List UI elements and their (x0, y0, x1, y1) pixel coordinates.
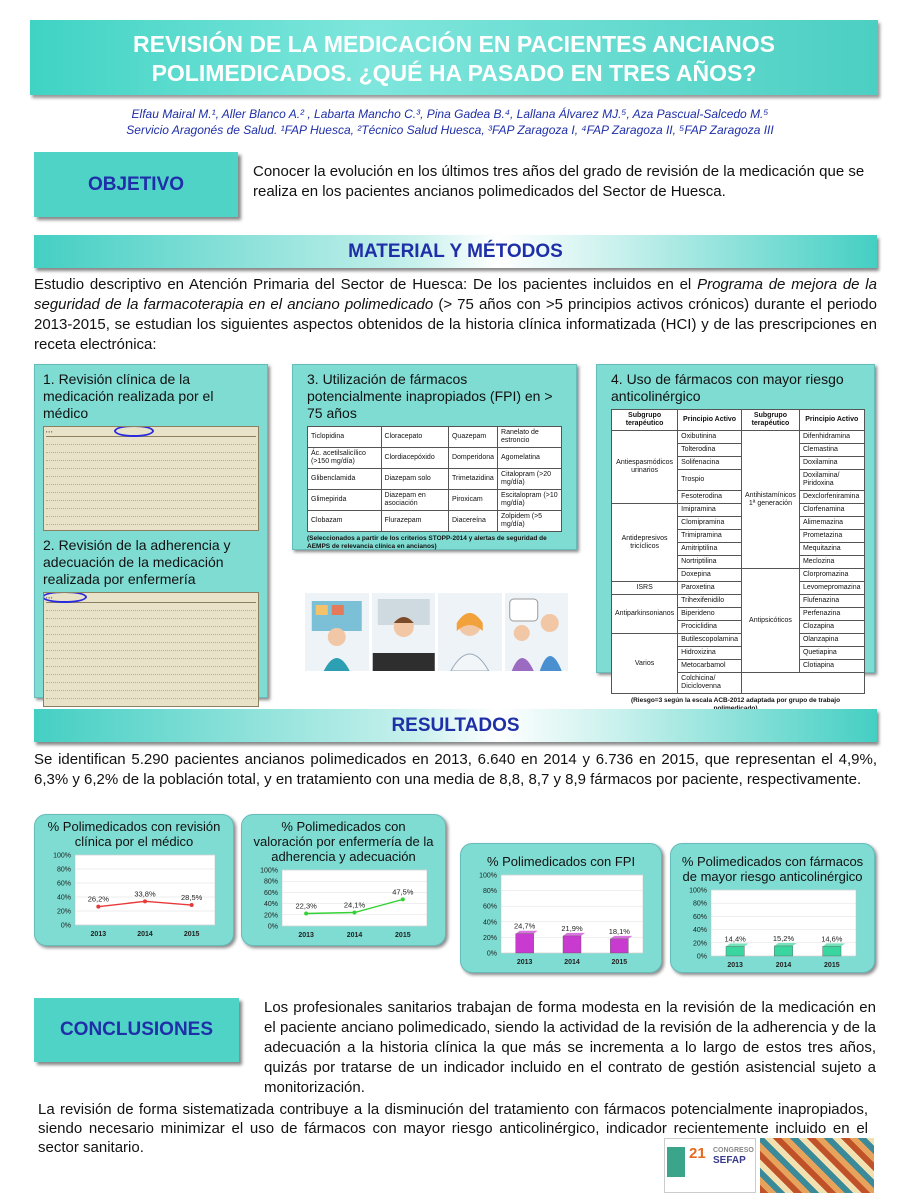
fpi-note: (Seleccionados a partir de los criterios STOPP-2014 y alertas de seguridad de AEMPS de relevancia clínica en ancianos) (307, 535, 547, 550)
acb-drug: Clozapina (799, 621, 864, 634)
fpi-row (308, 448, 562, 469)
fpi-cell: Flurazepam (381, 511, 448, 532)
data-label: 26,2% (87, 894, 109, 904)
patient-illustration (505, 593, 569, 671)
data-label: 28,5% (181, 893, 203, 903)
fpi-cell: Diazepam solo (381, 469, 448, 490)
fpi-row (308, 469, 562, 490)
acb-header: Subgrupo terapéutico (741, 410, 799, 431)
panel2-title: 2. Revisión de la adherencia y adecuación de la medicación realizada por enfermería (43, 537, 231, 587)
y-tick-label: 100% (479, 872, 497, 880)
acb-note: (Riesgo=3 según la escala ACB-2012 adaptada por grupo de trabajo (630, 697, 841, 704)
enfermeria-form-tabbar: ▪ ▪ ▪ (46, 595, 256, 603)
fpi-cell: Ticlopidina (308, 427, 382, 448)
panel1-title: 1. Revisión clínica de la medicación realizada por el médico (43, 371, 214, 421)
x-tick-label: 2014 (564, 959, 580, 966)
y-tick-label: 60% (692, 913, 707, 921)
chart-title: % Polimedicados con valoración por enfermería de la adherencia y adecuación (253, 819, 434, 864)
author-names: Elfau Mairal M.¹, Aller Blanco A.² , Labarta Mancho C.³, Pina Gadea B.⁴, Lallana Álvarez MJ.⁵, Aza Pascual-Salcedo M.⁵ (131, 107, 769, 121)
acb-group: Antiespasmódicos urinarios (612, 431, 678, 504)
fpi-table (307, 426, 562, 532)
chart-svg (461, 869, 663, 969)
fpi-row (308, 490, 562, 511)
panel-fpi (292, 364, 577, 550)
y-tick-label: 100% (260, 867, 278, 875)
data-point (190, 903, 194, 907)
metodos-text-a: Estudio descriptivo en Atención Primaria del Sector de Huesca: De los pacientes incluidos en el (34, 276, 698, 293)
panel-anticolinergico (596, 364, 875, 704)
acb-drug: Butilescopolamina (678, 634, 742, 647)
y-tick-label: 80% (263, 878, 278, 886)
healthcare-staff-illustration (305, 593, 568, 671)
x-tick-label: 2015 (611, 959, 628, 966)
resultados-text: Se identifican 5.290 pacientes ancianos polimedicados en 2013, 6.640 en 2014 y 6.736 en 2015, que representan el 4,9%, 6,3% y 6,2% de la población total, y en tratamiento con una media de 8,8, 8,7 y 8,9 fármacos por paciente, respectivamente. (34, 751, 877, 788)
chart-title: % Polimedicados con FPI (486, 854, 636, 869)
acb-drug: Levomepromazina (799, 582, 864, 595)
logo-brand: SEFAP (713, 1155, 746, 1166)
y-tick-label: 80% (692, 900, 707, 908)
acb-drug: Clorfenamina (799, 504, 864, 517)
acb-drug: Clorpromazina (799, 569, 864, 582)
chart-svg (242, 864, 447, 942)
metodos-text-b: (> 75 años con >5 principios activos crónicos) durante el periodo 2013-2015, se estudian los siguientes aspectos obtenidos de la historia clínica informatizada (HCI) y de las prescripciones en receta electrónica: (34, 296, 877, 353)
fpi-row (308, 427, 562, 448)
y-tick-label: 20% (482, 934, 497, 942)
x-tick-label: 2013 (727, 962, 743, 969)
y-tick-label: 60% (263, 889, 278, 897)
panel4-title: 4. Uso de fármacos con mayor riesgo anticolinérgico (611, 371, 844, 404)
data-point (304, 912, 308, 916)
logo-number: 21 (689, 1145, 706, 1162)
y-tick-label: 40% (56, 894, 71, 902)
y-tick-label: 60% (56, 880, 71, 888)
conclusiones-heading: CONCLUSIONES (34, 998, 239, 1062)
author-affiliation: Servicio Aragonés de Salud. ¹FAP Huesca, ²Técnico Salud Huesca, ³FAP Zaragoza I, ⁴FAP Zaragoza II, ⁵FAP Zaragoza III (126, 123, 774, 137)
acb-drug: Fesoterodina (678, 491, 742, 504)
authors-block (20, 106, 880, 138)
chart-title: % Polimedicados con revisión clínica por el médico (47, 819, 221, 849)
panel3-title: 3. Utilización de fármacos potencialmente inapropiados (FPI) en > 75 años (307, 371, 553, 421)
y-tick-label: 0% (267, 923, 278, 931)
x-tick-label: 2014 (775, 962, 792, 969)
data-point (96, 905, 100, 909)
chart-valoracion-enfermeria (241, 814, 446, 946)
metodos-text (34, 275, 877, 355)
fpi-cell: Escitalopram (>10 mg/día) (498, 490, 562, 511)
acb-drug: Imipramina (678, 504, 742, 517)
acb-drug: Oxibutinina (678, 431, 742, 444)
title-banner (30, 20, 878, 95)
acb-row (612, 504, 865, 517)
fpi-cell: Piroxicam (448, 490, 497, 511)
sefap-logo-banner (664, 1138, 874, 1193)
fpi-cell: Ác. acetilsalicílico (>150 mg/día) (308, 448, 382, 469)
acb-drug: Metocarbamol (678, 660, 742, 673)
acb-drug: Trihexifenidilo (678, 595, 742, 608)
acb-drug: Trospio (678, 470, 742, 491)
pharmacist-illustration (305, 593, 369, 671)
fpi-cell: Glibenclamida (308, 469, 382, 490)
objetivo-heading: OBJETIVO (34, 152, 238, 217)
bar (563, 936, 581, 953)
chart-title: % Polimedicados con fármacos de mayor riesgo anticolinérgico (681, 854, 864, 884)
logo-mark-icon (667, 1147, 685, 1177)
conclusiones-text-2: La revisión de forma sistematizada contribuye a la disminución del tratamiento con fármacos potencialmente inapropiados, siendo necesario minimizar el uso de fármacos con mayor riesgo anticolinérgico, indicador recientemente incluido en el sector sanitario. (38, 1101, 868, 1156)
medico-form-tabbar: ▪ ▪ ▪ (46, 429, 256, 437)
acb-row (612, 595, 865, 608)
acb-header: Subgrupo terapéutico (612, 410, 678, 431)
chart-anticolinergico (670, 843, 875, 973)
data-point (143, 899, 147, 903)
data-point (401, 897, 405, 901)
data-label: 21,9% (561, 923, 583, 933)
x-tick-label: 2013 (516, 959, 533, 966)
acb-row (612, 634, 865, 647)
acb-group: Antipsicóticos (741, 569, 799, 673)
data-point (353, 911, 357, 915)
data-label: 24,1% (343, 900, 366, 910)
data-label: 22,3% (295, 901, 317, 911)
acb-drug: Nortriptilina (678, 556, 742, 569)
nurse-illustration (438, 593, 502, 671)
acb-drug: Doxilamina (799, 457, 864, 470)
y-tick-label: 60% (482, 903, 497, 911)
doctor-illustration (372, 593, 436, 671)
fpi-cell: Clordiacepóxido (381, 448, 448, 469)
bar (726, 946, 744, 956)
chart-svg (671, 884, 876, 972)
acb-header: Principio Activo (799, 410, 864, 431)
acb-drug: Doxepina (678, 569, 742, 582)
fpi-cell: Domperidona (448, 448, 497, 469)
bar (610, 939, 628, 953)
bar (823, 946, 841, 956)
data-label: 18,1% (608, 926, 630, 936)
y-tick-label: 0% (60, 922, 71, 930)
acb-drug: Colchicina/ Diciclovenna (678, 673, 742, 694)
resultados-heading: RESULTADOS (34, 709, 877, 742)
fpi-cell: Clobazam (308, 511, 382, 532)
data-label: 24,7% (514, 921, 536, 931)
fpi-cell: Quazepam (448, 427, 497, 448)
fpi-cell: Glimepirida (308, 490, 382, 511)
acb-drug: Doxilamina/ Piridoxina (799, 470, 864, 491)
fpi-cell: Diacereína (448, 511, 497, 532)
data-label: 14,4% (724, 934, 746, 944)
acb-group: Antidepresivos tricíclicos (612, 504, 678, 582)
y-tick-label: 0% (486, 950, 497, 958)
acb-drug: Trimipramina (678, 530, 742, 543)
acb-drug: Alimemazina (799, 517, 864, 530)
acb-drug: Mequitazina (799, 543, 864, 556)
bar (774, 946, 792, 956)
y-tick-label: 80% (56, 866, 71, 874)
acb-drug: Clomipramina (678, 517, 742, 530)
y-tick-label: 100% (689, 887, 707, 895)
fpi-cell: Diazepam en asociación (381, 490, 448, 511)
acb-drug: Dexclorfeniramina (799, 491, 864, 504)
fpi-cell: Trimetazidina (448, 469, 497, 490)
acb-header: Principio Activo (678, 410, 742, 431)
chart-revision-medico (34, 814, 234, 946)
acb-drug: Hidroxizina (678, 647, 742, 660)
title-line-1: REVISIÓN DE LA MEDICACIÓN EN PACIENTES ANCIANOS (133, 31, 775, 57)
metodos-text-italic: Programa de mejora de la seguridad de la farmacoterapia en el anciano polimedicado (34, 276, 877, 313)
y-tick-label: 100% (53, 852, 71, 860)
data-label: 14,6% (821, 934, 843, 944)
x-tick-label: 2015 (824, 962, 840, 969)
x-tick-label: 2015 (183, 931, 200, 938)
x-tick-label: 2013 (90, 931, 107, 938)
y-tick-label: 40% (482, 919, 497, 927)
fpi-row (308, 511, 562, 532)
acb-group: ISRS (612, 582, 678, 595)
acb-drug: Prociclidina (678, 621, 742, 634)
y-tick-label: 20% (263, 912, 278, 920)
acb-row (612, 431, 865, 444)
y-tick-label: 20% (692, 940, 707, 948)
x-tick-label: 2014 (346, 932, 363, 939)
acb-drug: Flufenazina (799, 595, 864, 608)
decorative-tiles (760, 1138, 874, 1193)
fpi-cell: Zolpidem (>5 mg/día) (498, 511, 562, 532)
chart-fpi (460, 843, 662, 973)
acb-group: Varios (612, 634, 678, 694)
acb-drug: Prometazina (799, 530, 864, 543)
chart-svg (35, 849, 235, 941)
y-tick-label: 40% (263, 901, 278, 909)
data-label: 33,8% (134, 889, 156, 899)
fpi-cell: Citalopram (>20 mg/día) (498, 469, 562, 490)
acb-drug: Perfenazina (799, 608, 864, 621)
acb-drug: Difenhidramina (799, 431, 864, 444)
acb-group: Antiparkinsonianos (612, 595, 678, 634)
sefap-logo (664, 1138, 756, 1193)
acb-drug: Clemastina (799, 444, 864, 457)
x-tick-label: 2014 (137, 931, 153, 938)
acb-drug: Biperideno (678, 608, 742, 621)
data-label: 47,5% (392, 887, 414, 897)
medico-form-screenshot (43, 426, 259, 531)
fpi-cell: Cloracepato (381, 427, 448, 448)
x-tick-label: 2013 (298, 932, 314, 939)
data-label: 15,2% (772, 933, 795, 943)
acb-drug: Clotiapina (799, 660, 864, 673)
logo-word: CONGRESO (713, 1147, 754, 1154)
objetivo-text: Conocer la evolución en los últimos tres años del grado de revisión de la medicación que se realiza en los pacientes ancianos polimedicados del Sector de Huesca. (253, 163, 865, 200)
title-line-2: POLIMEDICADOS. ¿QUÉ HA PASADO EN TRES AÑOS? (151, 60, 757, 86)
y-tick-label: 40% (692, 927, 707, 935)
acb-group: Antihistamínicos 1ª generación (741, 431, 799, 569)
acb-table (611, 409, 865, 694)
panel-medico-enfermeria (34, 364, 268, 698)
acb-drug: Meclozina (799, 556, 864, 569)
acb-drug: Paroxetina (678, 582, 742, 595)
acb-drug: Amitriptilina (678, 543, 742, 556)
acb-row (612, 582, 865, 595)
acb-drug: Solifenacina (678, 457, 742, 470)
acb-drug: Olanzapina (799, 634, 864, 647)
fpi-cell: Ranelato de estroncio (498, 427, 562, 448)
y-tick-label: 80% (482, 888, 497, 896)
acb-drug: Tolterodina (678, 444, 742, 457)
metodos-heading: MATERIAL Y MÉTODOS (34, 235, 877, 268)
y-tick-label: 0% (696, 953, 707, 961)
fpi-cell: Agomelatina (498, 448, 562, 469)
x-tick-label: 2015 (395, 932, 411, 939)
enfermeria-form-screenshot (43, 592, 259, 707)
plot-area (282, 870, 427, 926)
y-tick-label: 20% (56, 908, 71, 916)
acb-drug: Quetiapina (799, 647, 864, 660)
bar (516, 934, 534, 953)
conclusiones-text-1: Los profesionales sanitarios trabajan de forma modesta en la revisión de la medicación en el paciente anciano polimedicado, siendo la actividad de la revisión de la adherencia y de la adecuación a la historia clínica la que más se incrementa a lo largo de estos tres años, quizás por tratarse de un indicador incluido en el contrato de gestión asistencial sujeto a monitorización. (264, 999, 876, 1096)
